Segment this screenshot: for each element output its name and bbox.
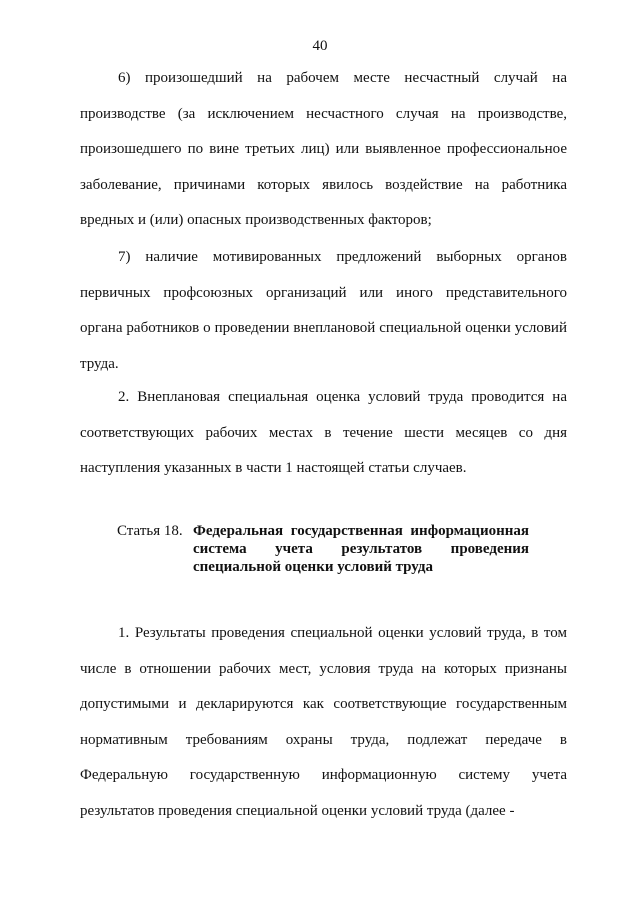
paragraph-article-18-part-1: 1. Результаты проведения специальной оценки условий труда, в том числе в отношении рабочих мест, условия труда на которых признаны допустимыми и декларируются как соответствующие государственным нормативным требованиям охраны труда, подлежат передаче в Федеральную государственную информационную систему учета результатов проведения специальной оценки условий труда (далее - (80, 625, 567, 819)
article-heading (117, 522, 567, 576)
paragraph-item-7: 7) наличие мотивированных предложений выборных органов первичных профсоюзных организаций или иного представительного органа работников о проведении внеплановой специальной оценки условий труда. (80, 249, 567, 372)
paragraph-part-2: 2. Внеплановая специальная оценка условий труда проводится на соответствующих рабочих местах в течение шести месяцев со дня наступления указанных в части 1 настоящей статьи случаев. (80, 389, 567, 476)
article-title: Федеральная государственная информационная система учета результатов проведения специальной оценки условий труда (193, 523, 529, 575)
paragraph-item-6: 6) произошедший на рабочем месте несчастный случай на производстве (за исключением несчастного случая на производстве, произошедшего по вине третьих лиц) или выявленное профессиональное заболевание, причинами которых явилось воздействие на работника вредных и (или) опасных производственных факторов; (80, 70, 567, 228)
article-number: Статья 18. (117, 523, 183, 539)
page-number: 40 (312, 38, 328, 54)
